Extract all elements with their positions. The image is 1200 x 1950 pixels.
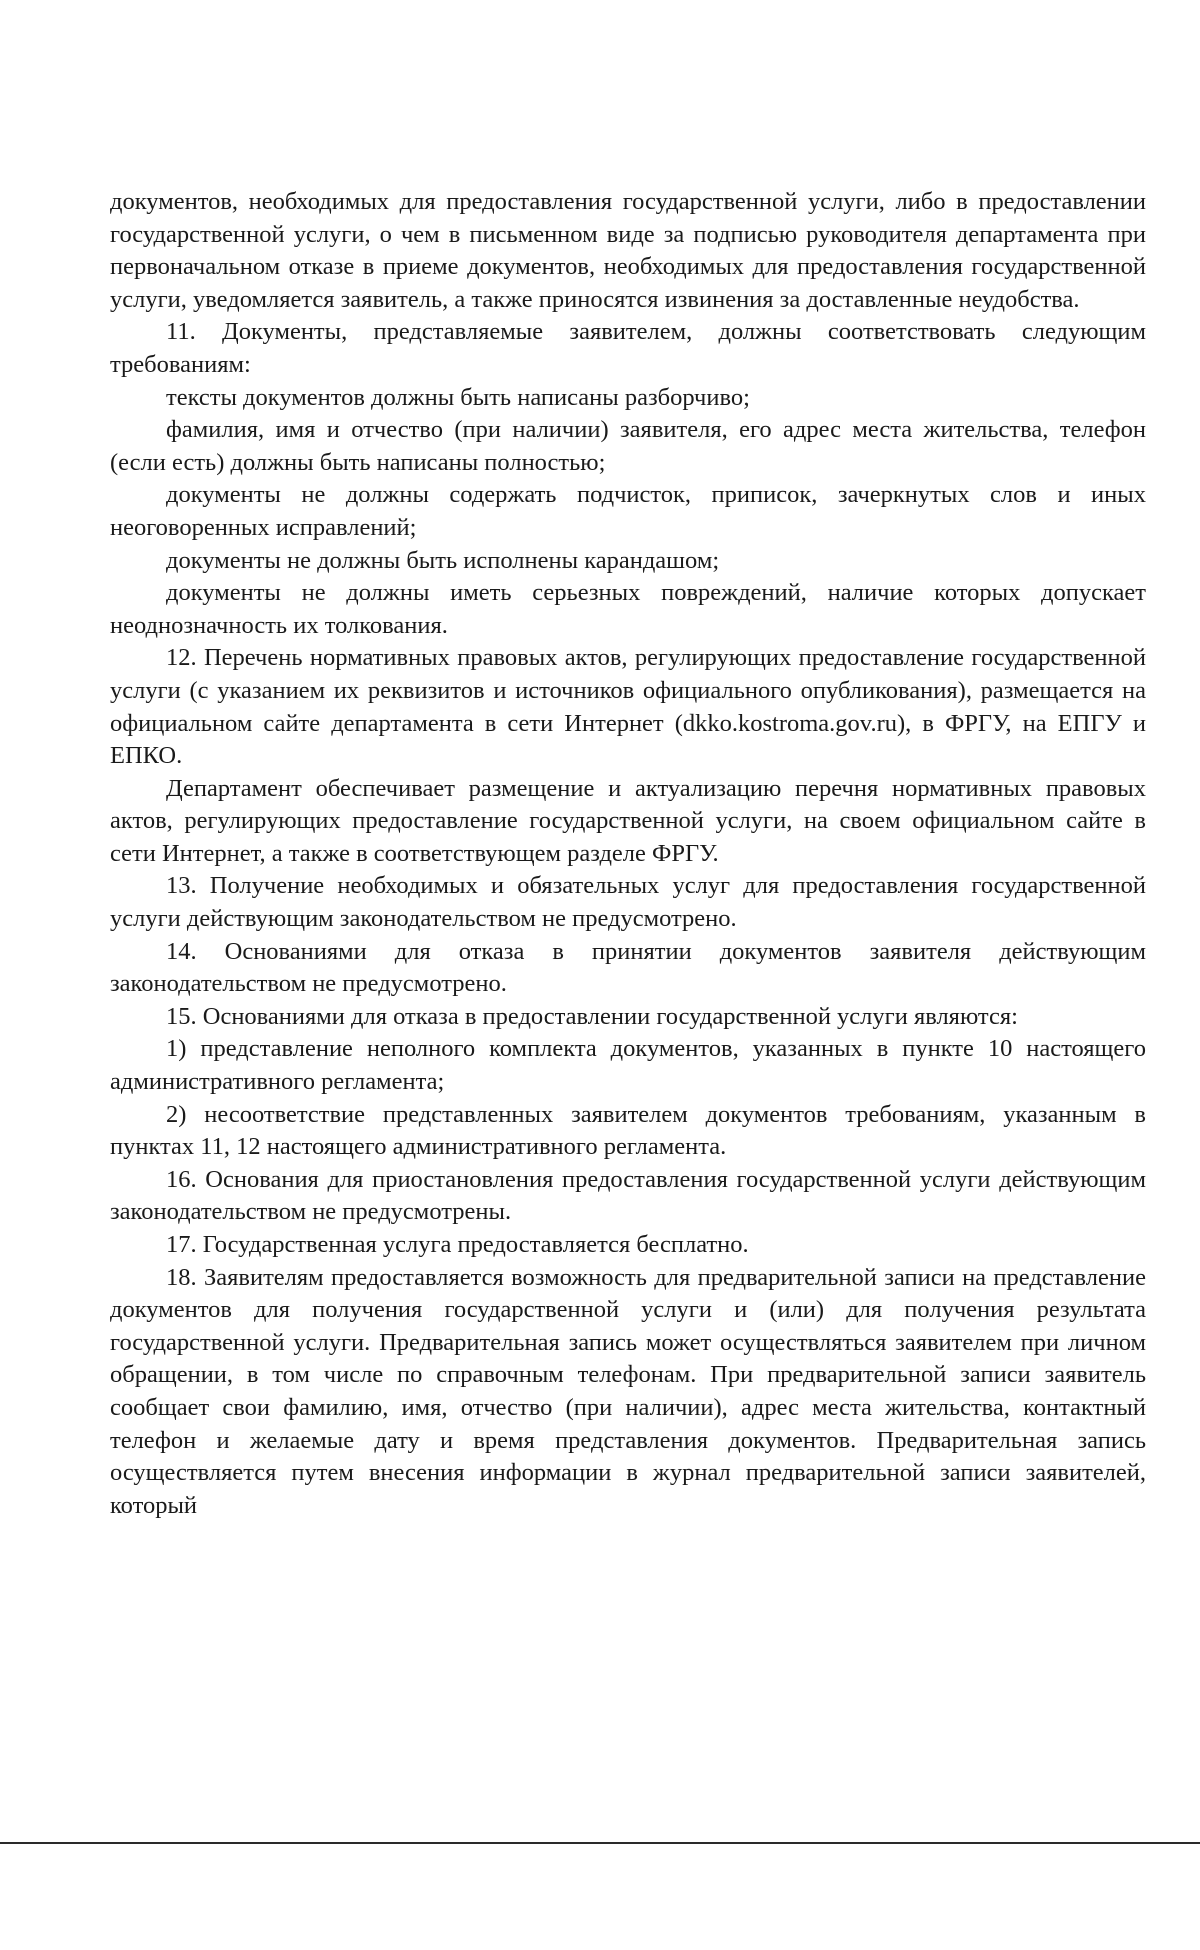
paragraph-item-16: 16. Основания для приостановления предоставления государственной услуги действующим законодательством не предусмотрены. (110, 1165, 1146, 1226)
paragraph-requirement-fullname: фамилия, имя и отчество (при наличии) заявителя, его адрес места жительства, телефон (если есть) должны быть написаны полностью; (110, 416, 1146, 476)
paragraph-item-17: 17. Государственная услуга предоставляется бесплатно. (166, 1231, 749, 1258)
paragraph-item-18: 18. Заявителям предоставляется возможность для предварительной записи на представление документов для получения государственной услуги и (или) для получения результата государственной услуги. Предварительная запись может осуществляться заявителем при личном обращении, в том числе по справочным телефонам. При предварительной записи заявитель сообщает свои фамилию, имя, отчество (при наличии), адрес места жительства, контактный телефон и желаемые дату и время представления документов. Предварительная запись осуществляется путем внесения информации в журнал предварительной записи заявителей, который (110, 1263, 1146, 1519)
paragraph-reason-2: 2) несоответствие представленных заявителем документов требованиям, указанным в пунктах 11, 12 настоящего административного регламента. (110, 1100, 1146, 1161)
paragraph-department-duty: Департамент обеспечивает размещение и актуализацию перечня нормативных правовых актов, регулирующих предоставление государственной услуги, на своем официальном сайте в сети Интернет, а также в соответствующем разделе ФРГУ. (110, 774, 1146, 867)
paragraph-item-14: 14. Основаниями для отказа в принятии документов заявителя действующим законодательством не предусмотрено. (110, 937, 1146, 998)
paragraph-item-13: 13. Получение необходимых и обязательных услуг для предоставления государственной услуги действующим законодательством не предусмотрено. (110, 872, 1146, 933)
paragraph-item-15: 15. Основаниями для отказа в предоставлении государственной услуги являются: (166, 1002, 1018, 1030)
page-bottom-rule (0, 1842, 1200, 1844)
paragraph-requirement-no-erasures: документы не должны содержать подчисток, приписок, зачеркнутых слов и иных неоговоренных исправлений; (110, 481, 1146, 541)
paragraph-item-12: 12. Перечень нормативных правовых актов, регулирующих предоставление государственной услуги (с указанием их реквизитов и источников официального опубликования), размещается на официальном сайте департамента в сети Интернет (dkko.kostroma.gov.ru), в ФРГУ, на ЕПГУ и ЕПКО. (110, 644, 1146, 770)
paragraph-requirement-no-damage: документы не должны иметь серьезных повреждений, наличие которых допускает неоднозначность их толкования. (110, 579, 1146, 639)
paragraph-requirement-no-pencil: документы не должны быть исполнены карандашом; (166, 546, 720, 574)
paragraph-continuation: документов, необходимых для предоставления государственной услуги, либо в предоставлении государственной услуги, о чем в письменном виде за подписью руководителя департамента при первоначальном отказе в приеме документов, необходимых для предоставления государственной услуги, уведомляется заявитель, а также приносятся извинения за доставленные неудобства. (110, 188, 1146, 313)
paragraph-requirement-legible: тексты документов должны быть написаны разборчиво; (166, 383, 750, 411)
paragraph-item-11: 11. Документы, представляемые заявителем, должны соответствовать следующим требованиям: (110, 318, 1146, 378)
paragraph-reason-1: 1) представление неполного комплекта документов, указанных в пункте 10 настоящего административного регламента; (110, 1035, 1146, 1096)
document-body (110, 186, 1146, 1522)
